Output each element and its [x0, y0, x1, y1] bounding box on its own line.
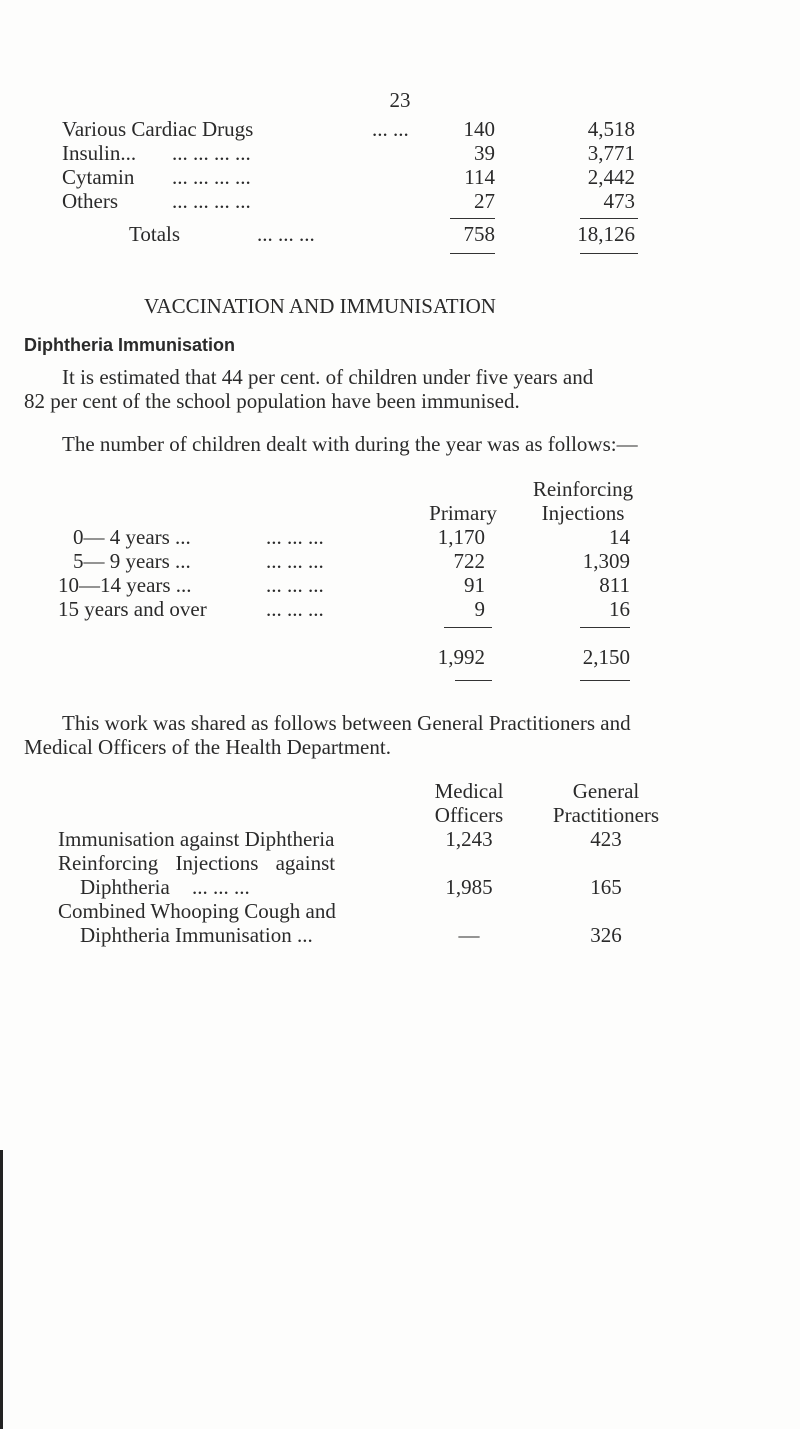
value-total: 473	[603, 189, 635, 213]
leader-dots: ... ... ... ...	[172, 141, 251, 165]
primary-value: 722	[453, 549, 485, 573]
row-label: Insulin...	[62, 141, 137, 165]
row-label: 10—14 years ...	[58, 573, 192, 597]
paragraph-text: It is estimated that 44 per cent. of children under five years and	[62, 365, 594, 389]
divider	[580, 680, 630, 681]
primary-value: 9	[474, 597, 485, 621]
value-count: 140	[463, 117, 495, 141]
value-total: 2,442	[587, 165, 635, 189]
gp-value: 326	[590, 923, 622, 947]
medical-officers-value: 1,243	[445, 827, 493, 851]
divider	[580, 253, 638, 254]
row-label: Various Cardiac Drugs	[62, 117, 254, 141]
paragraph-text: The number of children dealt with during the year was as follows:—	[62, 432, 638, 456]
totals-count: 758	[463, 222, 495, 246]
page-number: 23	[389, 88, 411, 112]
medical-officers-value: 1,985	[445, 875, 493, 899]
reinforcing-total: 2,150	[582, 645, 630, 669]
primary-value: 1,170	[437, 525, 485, 549]
gp-value: 423	[590, 827, 622, 851]
divider	[455, 680, 492, 681]
row-label: 5— 9 years ...	[73, 549, 191, 573]
leader-dots: ... ... ...	[266, 597, 324, 621]
row-label: Cytamin	[62, 165, 135, 189]
column-header: General	[572, 779, 640, 803]
column-header: Reinforcing	[532, 477, 634, 501]
reinforcing-value: 1,309	[582, 549, 630, 573]
reinforcing-value: 16	[609, 597, 630, 621]
column-header: Primary	[429, 501, 497, 525]
row-label: 0— 4 years ...	[73, 525, 191, 549]
value-total: 4,518	[587, 117, 635, 141]
value-count: 114	[464, 165, 495, 189]
medical-officers-value: —	[458, 923, 480, 947]
row-label: Reinforcing Injections against	[58, 851, 336, 875]
divider	[580, 218, 638, 219]
paragraph-text: 82 per cent of the school population have been immunised.	[24, 389, 520, 413]
divider	[580, 627, 630, 628]
column-header: Injections	[541, 501, 625, 525]
paragraph-text: This work was shared as follows between General Practitioners and	[62, 711, 631, 735]
value-count: 27	[474, 189, 495, 213]
row-label: Immunisation against Diphtheria	[58, 827, 335, 851]
leader-dots: ... ... ...	[266, 573, 324, 597]
primary-value: 91	[464, 573, 485, 597]
row-label: 15 years and over	[58, 597, 207, 621]
column-header: Officers	[434, 803, 504, 827]
divider	[450, 218, 495, 219]
section-title: VACCINATION AND IMMUNISATION	[144, 294, 496, 318]
leader-dots: ... ... ...	[257, 222, 315, 246]
totals-total: 18,126	[577, 222, 635, 246]
row-label: Combined Whooping Cough and	[58, 899, 336, 923]
reinforcing-value: 811	[599, 573, 630, 597]
row-label: Others	[62, 189, 118, 213]
leader-dots: ... ... ...	[192, 875, 250, 899]
reinforcing-value: 14	[609, 525, 630, 549]
totals-label: Totals	[129, 222, 181, 246]
divider	[450, 253, 495, 254]
column-header: Medical	[434, 779, 504, 803]
value-count: 39	[474, 141, 495, 165]
paragraph-text: Medical Officers of the Health Department.	[24, 735, 391, 759]
leader-dots: ... ...	[372, 117, 409, 141]
leader-dots: ... ... ... ...	[172, 189, 251, 213]
column-header: Practitioners	[552, 803, 660, 827]
primary-total: 1,992	[437, 645, 485, 669]
binding-edge	[0, 1150, 3, 1429]
subsection-title: Diphtheria Immunisation	[24, 335, 236, 355]
leader-dots: ... ... ...	[266, 525, 324, 549]
leader-dots: ... ... ... ...	[172, 165, 251, 189]
row-label-continued: Diphtheria Immunisation ...	[80, 923, 313, 947]
value-total: 3,771	[587, 141, 635, 165]
row-label-continued: Diphtheria	[80, 875, 170, 899]
gp-value: 165	[590, 875, 622, 899]
divider	[444, 627, 492, 628]
leader-dots: ... ... ...	[266, 549, 324, 573]
